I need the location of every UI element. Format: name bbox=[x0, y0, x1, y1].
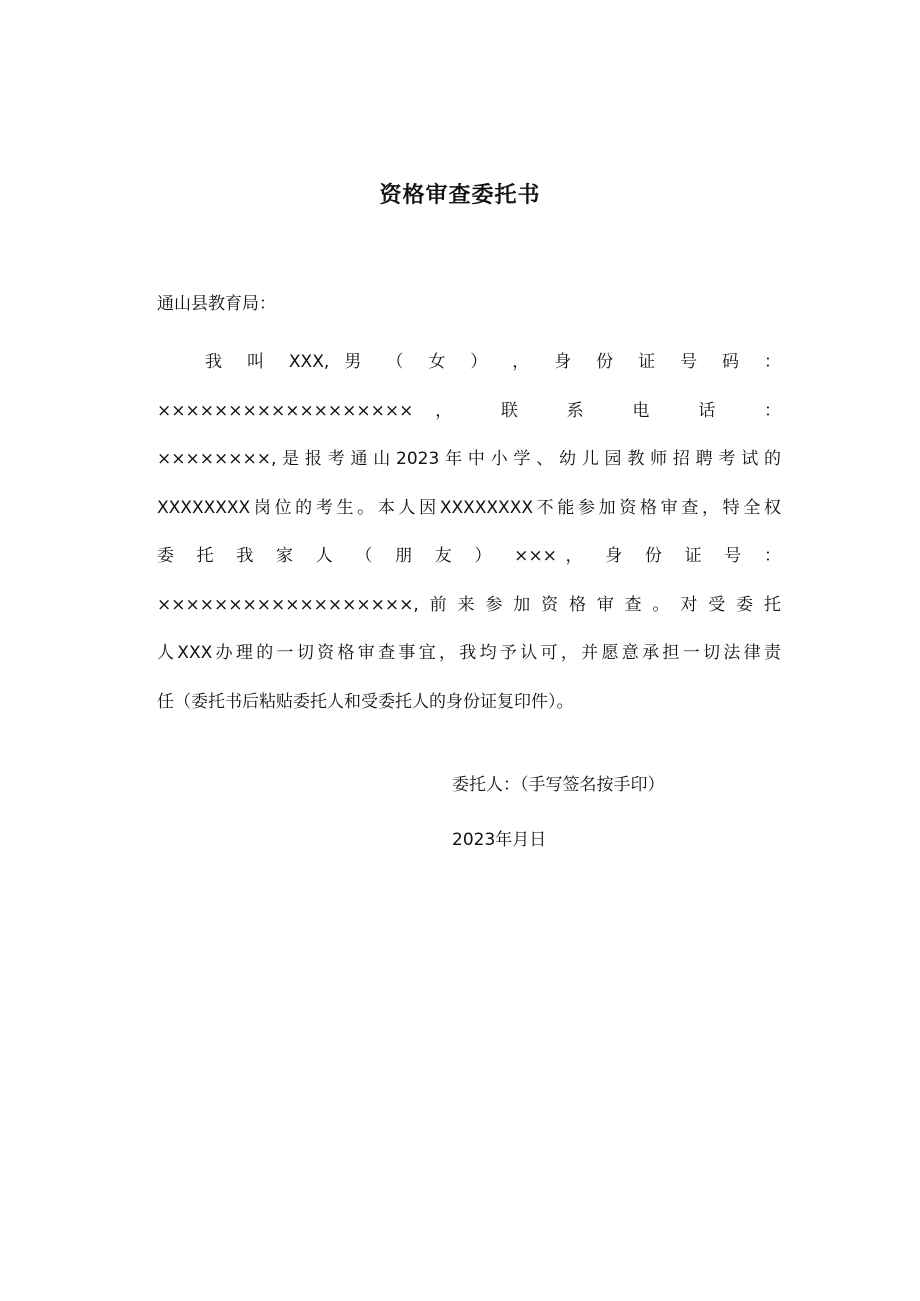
signature-line: 委托人：（手写签名按手印） bbox=[452, 775, 665, 795]
body-line: ××××××××××××××××××， 联 系 电 话 ： bbox=[157, 400, 781, 421]
salutation: 通山县教育局： bbox=[157, 294, 276, 314]
body-line: 任（委托书后粘贴委托人和受委托人的身份证复印件）。 bbox=[157, 691, 574, 712]
body-line: 委 托 我 家 人 （ 朋 友 ） ×××， 身 份 证 号 ： bbox=[157, 546, 781, 566]
body-line: 我 叫 XXX, 男 （ 女 ） ， 身 份 证 号 码 ： bbox=[205, 352, 781, 372]
body-line: ××××××××××××××××××,前来参加资格审查。对受委托 bbox=[157, 594, 781, 615]
document-title: 资格审查委托书 bbox=[379, 183, 541, 208]
body-line: XXXXXXXX岗位的考生。本人因XXXXXXXX不能参加资格审查，特全权 bbox=[157, 497, 781, 518]
body-line: 人XXX办理的一切资格审查事宜，我均予认可，并愿意承担一切法律责 bbox=[157, 643, 781, 663]
document-body bbox=[157, 338, 781, 726]
date-line: 2023年月日 bbox=[452, 830, 547, 850]
body-line: ××××××××,是报考通山2023年中小学、幼儿园教师招聘考试的 bbox=[157, 449, 781, 469]
